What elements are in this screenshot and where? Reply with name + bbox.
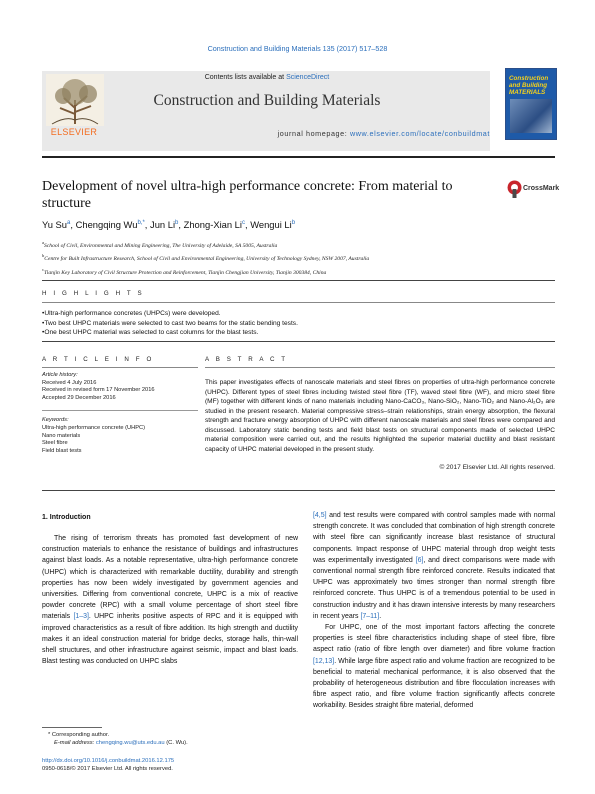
crossmark-badge[interactable] xyxy=(507,180,560,200)
affiliation: $^b$Centre for Built Infrastructure Research, School of Civil and Environmental Engineering, University of Technology Sydney, NSW 2007, Australia xyxy=(42,253,370,263)
body-column-right xyxy=(313,510,555,712)
email-link[interactable]: chengqing.wu@uts.edu.au xyxy=(95,740,165,746)
author[interactable]: Yu Su xyxy=(42,219,68,230)
author[interactable]: Chengqing Wu xyxy=(75,219,138,230)
footnote xyxy=(42,731,298,747)
citation-link[interactable]: [6] xyxy=(415,556,424,564)
email-line: E-mail address: chengqing.wu@uts.edu.au (C. Wu). xyxy=(54,740,188,746)
history-item: Received 4 July 2016 xyxy=(42,379,97,386)
crossmark-icon xyxy=(507,180,522,198)
abstract-heading: A B S T R A C T xyxy=(205,356,288,363)
paragraph: The rising of terrorism threats has promoted fast development of new construction materials to enhance the resistance of buildings and infrastructures against blast loads. As a notable representative, ultra-high performance concrete (UHPC) which is characterized with remarkable ductility, durability and strength properties has now been widely investigated by government agencies and universities. Differing from conventional concrete, UHPC is a mix of reactive powder concrete (RPC) with a small volume percentage of short steel fibre materials [1–3]. UHPC inherits positive aspects of RPC and it is equipped with improved characteristics as a result of fibre addition. Its high strength and ductility makes it an ideal construction material for bridge decks, storage halls, thin-wall shell structures, and other infrastructure against seismic, impact and blast loads. Blast testing was conducted on UHPC slabs xyxy=(42,535,298,666)
history-item: Accepted 29 December 2016 xyxy=(42,394,116,401)
affiliation: $^c$Tianjin Key Laboratory of Civil Structure Protection and Reinforcement, Tianjin Chengjian University, Tianjin 300384, China xyxy=(42,266,327,276)
abstract-bottom-divider xyxy=(42,490,555,491)
highlight-item: • One best UHPC material was selected to cast columns for the blast tests. xyxy=(42,328,555,338)
keyword: Field blast tests xyxy=(42,447,82,454)
keyword: Ultra-high performance concrete (UHPC) xyxy=(42,424,146,431)
journal-title: Construction and Building Materials xyxy=(153,92,381,109)
keywords-label: Keywords: xyxy=(42,417,69,424)
doi-link[interactable]: http://dx.doi.org/10.1016/j.conbuildmat.2016.12.175 xyxy=(42,758,175,764)
author-affiliation-mark[interactable]: a xyxy=(67,219,71,226)
author-affiliation-mark[interactable]: c xyxy=(241,219,245,226)
corresponding-note: * Corresponding author. xyxy=(48,732,110,738)
elsevier-wordmark: ELSEVIER xyxy=(50,127,98,137)
sciencedirect-link[interactable]: ScienceDirect xyxy=(286,74,330,81)
article-info-divider xyxy=(42,367,198,368)
contents-line xyxy=(106,74,428,81)
issn-line: 0950-0618/© 2017 Elsevier Ltd. All rights reserved. xyxy=(42,766,173,772)
section-heading-introduction: 1. Introduction xyxy=(42,514,91,521)
highlight-item: • Two best UHPC materials were selected to cast two beams for the static bending tests. xyxy=(42,319,555,329)
author-affiliation-mark[interactable]: b xyxy=(291,219,296,226)
abstract-copyright: © 2017 Elsevier Ltd. All rights reserved. xyxy=(439,464,555,471)
footnote-rule xyxy=(42,727,102,728)
body-column-left xyxy=(42,533,298,667)
author[interactable]: Zhong-Xian Li xyxy=(183,219,242,230)
cover-image xyxy=(510,99,552,133)
journal-reference[interactable]: Construction and Building Materials 135 (2017) 517–528 xyxy=(207,44,388,53)
homepage-link[interactable]: www.elsevier.com/locate/conbuildmat xyxy=(349,129,490,138)
author-affiliation-mark[interactable]: b,* xyxy=(137,219,145,226)
header-divider xyxy=(42,156,555,158)
highlights-heading: H I G H L I G H T S xyxy=(42,290,145,297)
history-label: Article history: xyxy=(42,372,78,378)
highlights-divider xyxy=(42,302,555,303)
affiliations xyxy=(42,238,555,278)
highlight-item: • Ultra-high performance concretes (UHPCs) were developed. xyxy=(42,309,555,319)
keyword: Nano materials xyxy=(42,432,81,439)
keywords-divider xyxy=(42,410,198,411)
paragraph: For UHPC, one of the most important factors affecting the concrete properties is steel fibre characteristics including shape of steel fibre, fibre aspect ratio (ratio of fibre length over diameter) and fibre volume fraction [12,13]. While large fibre aspect ratio and volume fraction are recognized to be beneficial to material mechanical performance, it is also observed that the probability of heterogeneous distribution and fibre flocculation increases with fibre aspect ratio, and fibre volume fraction significantly affects concrete workability. Besides straight fibre material, deformed xyxy=(313,624,555,710)
author-list: Yu Su$^a$, Chengqing $Wu^{b,*}$, Jun Li$^b$, Zhong-Xian Li$^c$, Wengui Li$^b$ xyxy=(42,219,296,230)
info-divider-top xyxy=(42,341,555,342)
journal-masthead xyxy=(42,71,490,151)
cover-title: Construction and Building MATERIALS xyxy=(509,75,549,96)
affiliations-divider xyxy=(42,280,555,281)
affiliation: $^a$School of Civil, Environmental and Mining Engineering, The University of Adelaide, SA 5005, Australia xyxy=(42,240,278,249)
highlights-list xyxy=(42,309,555,338)
citation-link[interactable]: [1–3] xyxy=(73,613,89,621)
abstract-divider xyxy=(205,367,555,368)
elsevier-tree-logo xyxy=(46,74,104,126)
author[interactable]: Wengui Li xyxy=(250,219,292,230)
journal-cover-thumbnail[interactable] xyxy=(505,68,557,140)
crossmark-label: CrossMark xyxy=(523,185,560,192)
citation-link[interactable]: [7–11] xyxy=(360,612,380,620)
article-title: Development of novel ultra-high performance concrete: From material to structure xyxy=(42,179,453,211)
article-info xyxy=(42,372,198,455)
citation-link[interactable]: [12,13] xyxy=(313,657,335,665)
citation-link[interactable]: [4,5] xyxy=(313,512,327,519)
author[interactable]: Jun Li xyxy=(150,219,176,230)
homepage-prefix: journal homepage: xyxy=(277,129,350,138)
article-info-heading: A R T I C L E I N F O xyxy=(42,356,154,363)
journal-homepage xyxy=(106,129,490,138)
paragraph: [4,5] and test results were compared with control samples made with normal strength concrete. It was concluded that combination of high strength concrete with steel fibre can significantly increase blast resistance of structural components. Impact response of UHPC material through drop weight tests was experimentally investigated [6], and direct comparisons were made with conventional normal strength fibre reinforced concrete. Results indicated that UHPC was approximately two times stronger than normal strength fibre reinforced concrete. Thus UHPC is of a tremendous potential to be used in construction industry and it has drawn intensive interests by many researchers in recent years [7–11]. xyxy=(313,512,556,620)
author-affiliation-mark[interactable]: b xyxy=(175,219,179,226)
keyword: Steel fibre xyxy=(42,440,68,447)
history-item: Received in revised form 17 November 2016 xyxy=(42,387,155,394)
abstract-text: This paper investigates effects of nanoscale materials and steel fibres on properties of ultra-high performance concrete (UHPC). Different types of steel fibres including twisted steel fibre (TF), waved steel fibre (WF), and micro steel fibre (MF) together with different kinds of nano materials including Nano-CaCO₃, Nano-SiO₂, Nano-TiO₂ and Nano-Al₂O₃ are studied in the present research. Material compressive stress–strain relationships, strain energy absorption, the flexural strength and fracture energy absorption of UHPC with different nanoscale materials and steel fibres were compared and discussed. Laboratory static bending tests and field blast tests on structural components made of selected UHPC material composition were carried out, and the results highlighted the superior material ductility and blast resistant capacity of UHPC material developed in the present study. xyxy=(205,379,555,453)
contents-prefix: Contents lists available at xyxy=(204,74,287,81)
